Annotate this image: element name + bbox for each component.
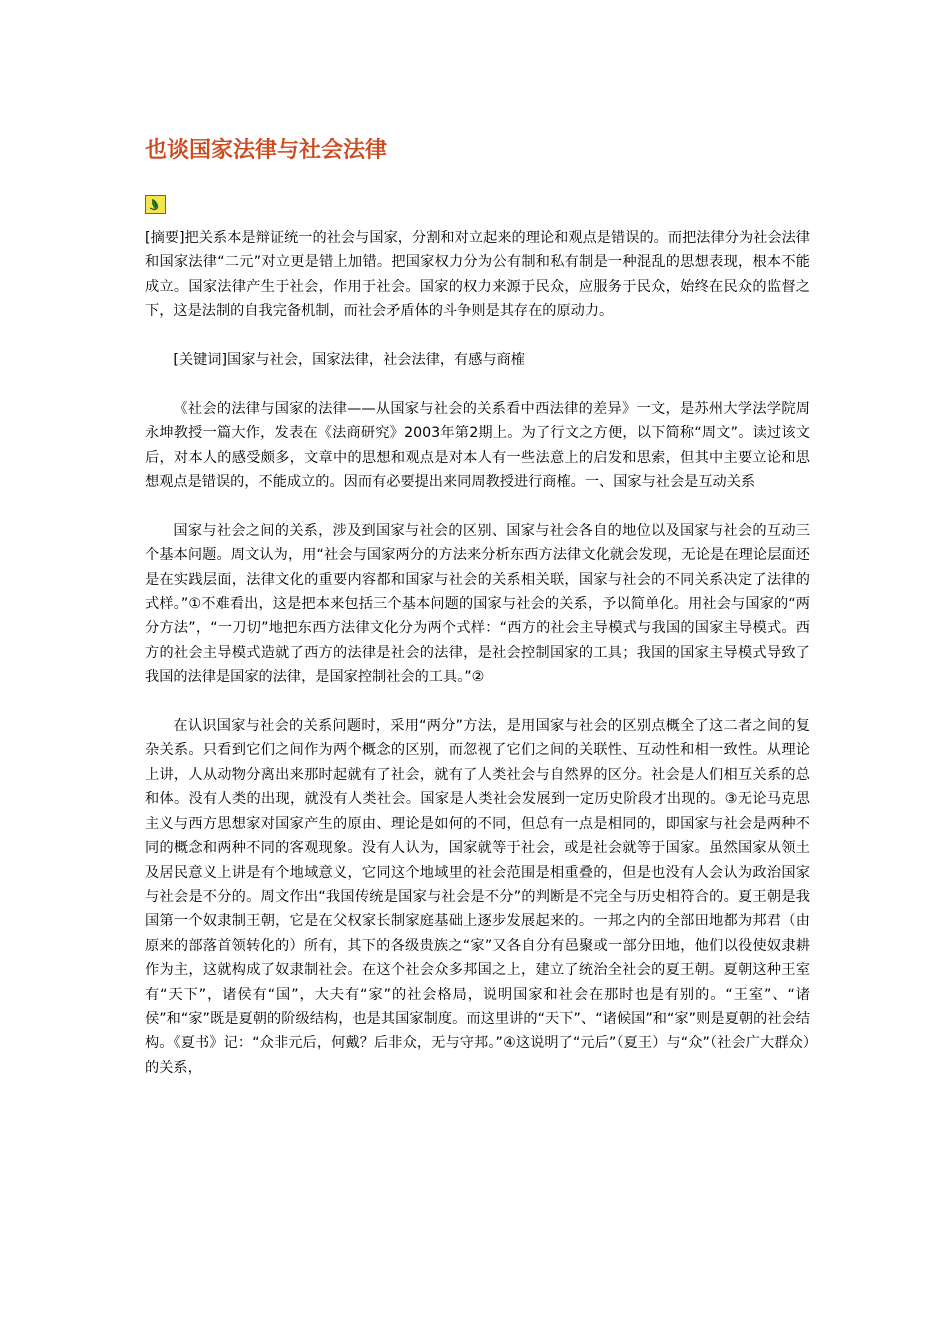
body-paragraph-1: 《社会的法律与国家的法律——从国家与社会的关系看中西法律的差异》一文，是苏州大学法学院周永坤教授一篇大作，发表在《法商研究》2003年第2期上。为了行文之方便，以下简称“周文”。读过该文后，对本人的感受颇多，文章中的思想和观点是对本人有一些法意上的启发和思索，但其中主要立论和思想观点是错误的，不能成立的。因而有必要提出来同周教授进行商榷。一、国家与社会是互动关系 (145, 400, 810, 491)
keywords-paragraph: [关键词]国家与社会，国家法律，社会法律，有感与商榷 (173, 352, 525, 369)
body-paragraph-2: 国家与社会之间的关系，涉及到国家与社会的区别、国家与社会各自的地位以及国家与社会的互动三个基本问题。周文认为，用“社会与国家两分的方法来分析东西方法律文化就会发现，无论是在理论层面还是在实践层面，法律文化的重要内容都和国家与社会的关系相关联，国家与社会的不同关系决定了法律的式样。”①不难看出，这是把本来包括三个基本问题的国家与社会的关系，予以简单化。用社会与国家的“两分方法”，“一刀切”地把东西方法律文化分为两个式样：“西方的社会主导模式与我国的国家主导模式。西方的社会主导模式造就了西方的法律是社会的法律，是社会控制国家的工具；我国的国家主导模式导致了我国的法律是国家的法律，是国家控制社会的工具。”② (145, 522, 810, 686)
abstract-paragraph: [摘要]把关系本是辩证统一的社会与国家，分割和对立起来的理论和观点是错误的。而把法律分为社会法律和国家法律“二元”对立更是错上加错。把国家权力分为公有制和私有制是一种混乱的思想表现，根本不能成立。国家法律产生于社会，作用于社会。国家的权力来源于民众，应服务于民众，始终在民众的监督之下，这是法制的自我完备机制，而社会矛盾体的斗争则是其存在的原动力。 (145, 230, 810, 320)
document-icon[interactable] (145, 195, 166, 214)
body-paragraph-3: 在认识国家与社会的关系问题时，采用“两分”方法，是用国家与社会的区别点概全了这二者之间的复杂关系。只看到它们之间作为两个概念的区别，而忽视了它们之间的关联性、互动性和相一致性。从理论上讲，人从动物分离出来那时起就有了社会，就有了人类社会与自然界的区分。社会是人们相互关系的总和体。没有人类的出现，就没有人类社会。国家是人类社会发展到一定历史阶段才出现的。③无论马克思主义与西方思想家对国家产生的原由、理论是如何的不同，但总有一点是相同的，即国家与社会是两种不同的概念和两种不同的客观现象。没有人认为，国家就等于社会，或是社会就等于国家。虽然国家从领土及居民意义上讲是有个地域意义，它同这个地域里的社会范围是相重叠的，但是也没有人会认为政治国家与社会是不分的。周文作出“我国传统是国家与社会是不分”的判断是不完全与历史相符合的。夏王朝是我国第一个奴隶制王朝，它是在父权家长制家庭基础上逐步发展起来的。一邦之内的全部田地都为邦君（由原来的部落首领转化的）所有，其下的各级贵族之“家”又各自分有邑聚或一部分田地，他们以役使奴隶耕作为主，这就构成了奴隶制社会。在这个社会众多邦国之上，建立了统治全社会的夏王朝。夏朝这种王室有“天下”，诸侯有“国”，大夫有“家”的社会格局，说明国家和社会在那时也是有别的。“王室”、“诸侯”和“家”既是夏朝的阶级结构，也是其国家制度。而这里讲的“天下”、“诸候国”和“家”则是夏朝的社会结构。《夏书》记：“众非元后，何戴？后非众，无与守邦。”④这说明了“元后”（夏王）与“众”（社会广大群众）的关系， (145, 718, 810, 1076)
article-title: 也谈国家法律与社会法律 (145, 138, 388, 163)
article-body (145, 226, 810, 1105)
document-icon-graphic (146, 196, 165, 213)
